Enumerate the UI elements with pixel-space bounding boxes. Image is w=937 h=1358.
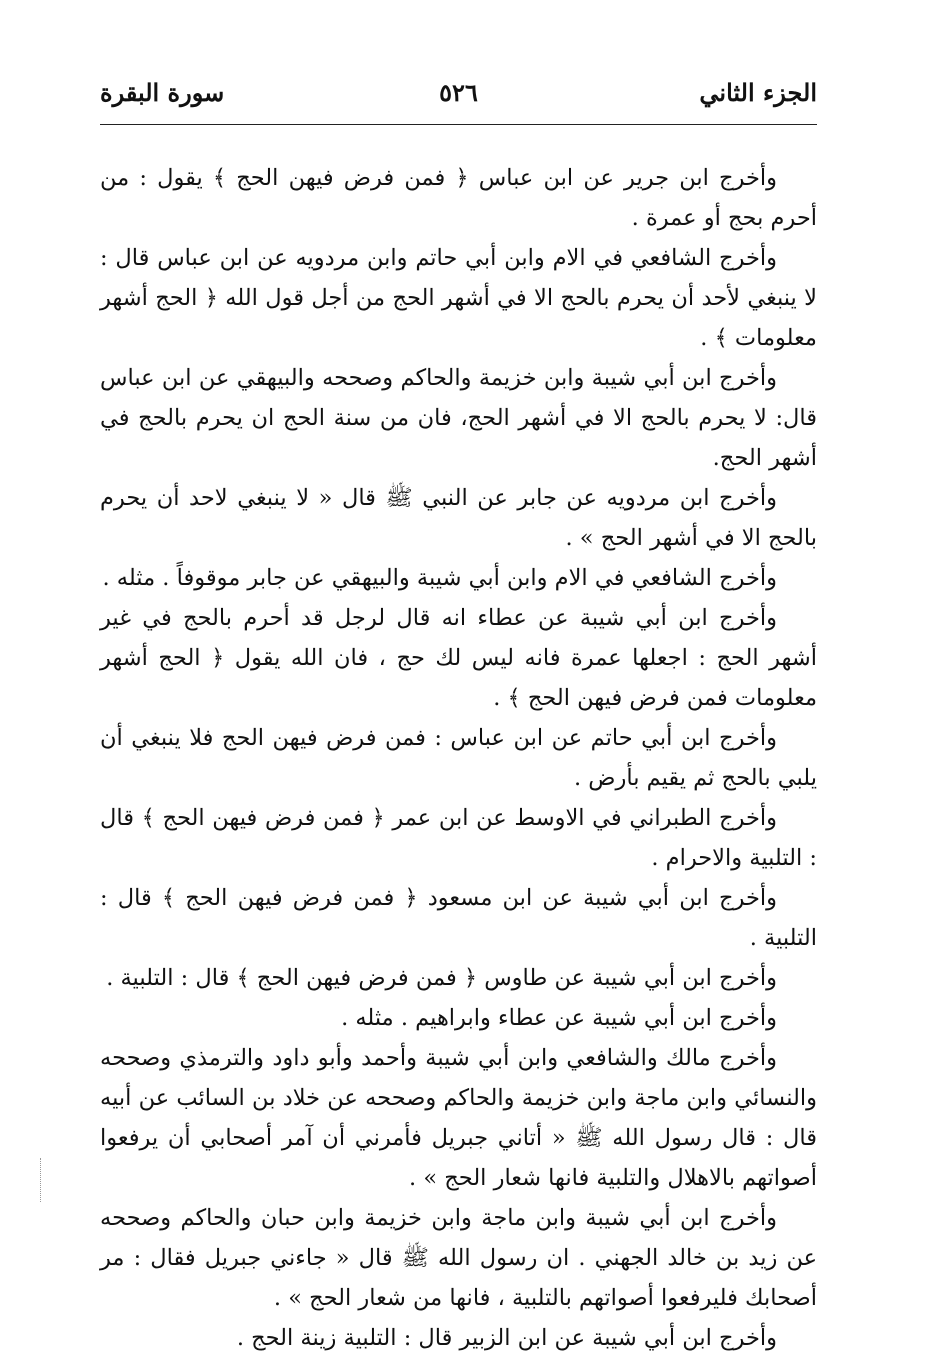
scan-margin-mark	[40, 1158, 41, 1202]
surah-title: سورة البقرة	[100, 78, 225, 107]
paragraph: وأخرج مالك والشافعي وابن أبي شيبة وأحمد وأبو داود والترمذي وصححه والنسائي وابن ماجة وابن خزيمة والحاكم وصححه عن خلاد بن السائب عن أبيه قال : قال رسول الله ﷺ « أتاني جبريل فأمرني أن آمر أصحابي أن يرفعوا أصواتهم بالاهلال والتلبية فانها شعار الحج » .	[100, 1045, 817, 1191]
paragraph: وأخرج ابن أبي حاتم عن ابن عباس : فمن فرض فيهن الحج فلا ينبغي أن يلبي بالحج ثم يقيم بأرض .	[100, 725, 817, 791]
page-number: ٥٢٦	[439, 78, 478, 107]
paragraph: وأخرج ابن جرير عن ابن عباس ﴿ فمن فرض فيهن الحج ﴾ يقول : من أحرم بحج أو عمرة .	[100, 165, 817, 231]
paragraph: وأخرج ابن أبي شيبة وابن ماجة وابن خزيمة وابن حبان والحاكم وصححه عن زيد بن خالد الجهني . ان رسول الله ﷺ قال « جاءني جبريل فقال : مر أصحابك فليرفعوا أصواتهم بالتلبية ، فانها من شعار الحج » .	[100, 1205, 817, 1311]
paragraph: وأخرج ابن أبي شيبة عن عطاء وابراهيم . مثله .	[341, 1005, 777, 1031]
paragraph: وأخرج الطبراني في الاوسط عن ابن عمر ﴿ فمن فرض فيهن الحج ﴾ قال : التلبية والاحرام .	[100, 805, 817, 871]
paragraph: وأخرج ابن أبي شيبة وابن خزيمة والحاكم وصححه والبيهقي عن ابن عباس قال: لا يحرم بالحج الا في أشهر الحج، فان من سنة الحج ان يحرم بالحج في أشهر الحج.	[100, 365, 817, 471]
paragraph: وأخرج الشافعي في الام وابن أبي شيبة والبيهقي عن جابر موقوفاً . مثله .	[102, 565, 777, 591]
header-rule	[100, 124, 817, 125]
paragraph: وأخرج ابن أبي شيبة عن عطاء انه قال لرجل قد أحرم بالحج في غير أشهر الحج : اجعلها عمرة فانه ليس لك حج ، فان الله يقول ﴿ الحج أشهر معلومات فمن فرض فيهن الحج ﴾ .	[100, 605, 817, 711]
paragraph: وأخرج ابن مردويه عن جابر عن النبي ﷺ قال « لا ينبغي لاحد أن يحرم بالحج الا في أشهر الحج » .	[100, 485, 817, 551]
paragraph: وأخرج ابن أبي شيبة عن طاوس ﴿ فمن فرض فيهن الحج ﴾ قال : التلبية .	[106, 965, 777, 991]
page-header	[100, 78, 817, 118]
paragraph: وأخرج ابن أبي شيبة عن ابن مسعود ﴿ فمن فرض فيهن الحج ﴾ قال : التلبية .	[100, 885, 817, 951]
paragraph: وأخرج الشافعي في الام وابن أبي حاتم وابن مردويه عن ابن عباس قال : لا ينبغي لأحد أن يحرم بالحج الا في أشهر الحج من أجل قول الله ﴿ الحج أشهر معلومات ﴾ .	[100, 245, 817, 351]
paragraph: وأخرج ابن أبي شيبة عن ابن الزبير قال : التلبية زينة الحج .	[236, 1325, 777, 1351]
page-body	[100, 158, 817, 1358]
volume-title: الجزء الثاني	[699, 78, 817, 107]
